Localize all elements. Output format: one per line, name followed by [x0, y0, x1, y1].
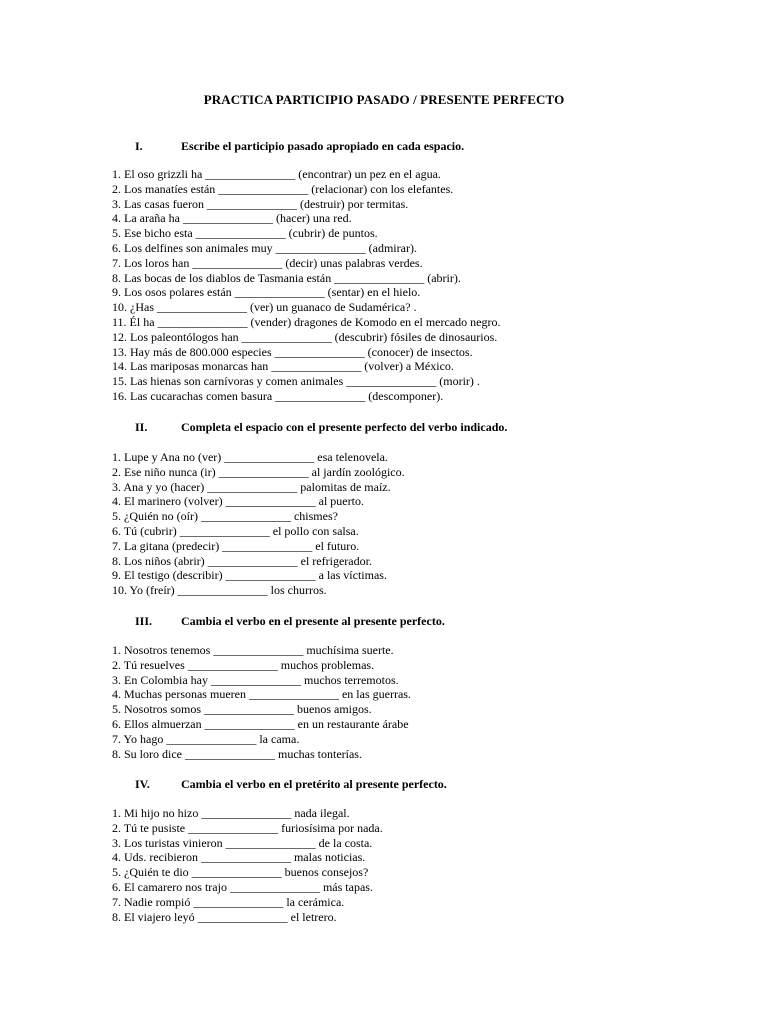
section-number: I.	[135, 139, 143, 153]
exercise-item: 2. Tú resuelves _______________ muchos problemas.	[112, 657, 375, 672]
exercise-item: 8. Las bocas de los diablos de Tasmania están _______________ (abrir).	[112, 270, 461, 285]
exercise-item: 7. Los loros han _______________ (decir) unas palabras verdes.	[112, 255, 423, 270]
exercise-item: 14. Las mariposas monarcas han _______________ (volver) a México.	[112, 359, 454, 374]
exercise-item: 1. Mi hijo no hizo _______________ nada ilegal.	[112, 806, 350, 820]
exercise-item: 7. Nadie rompió _______________ la cerámica.	[112, 894, 345, 909]
section-2-list	[112, 450, 405, 598]
exercise-item: 13. Hay más de 800.000 especies _______________ (conocer) de insectos.	[112, 344, 473, 359]
exercise-item: 16. Las cucarachas comen basura _______________ (descomponer).	[112, 388, 444, 403]
exercise-item: 7. Yo hago _______________ la cama.	[112, 731, 300, 746]
section-number: II.	[135, 420, 148, 434]
exercise-item: 5. ¿Quién no (oír) _______________ chismes?	[112, 509, 338, 524]
exercise-item: 12. Los paleontólogos han _______________ (descubrir) fósiles de dinosaurios.	[112, 329, 498, 344]
exercise-item: 8. El viajero leyó _______________ el letrero.	[112, 909, 337, 924]
exercise-item: 4. Uds. recibieron _______________ malas noticias.	[112, 850, 366, 865]
section-3-heading	[135, 614, 445, 629]
page-title: PRACTICA PARTICIPIO PASADO / PRESENTE PERFECTO	[203, 92, 565, 107]
section-number: IV.	[135, 777, 150, 791]
exercise-item: 2. Tú te pusiste _______________ furiosísima por nada.	[112, 820, 383, 835]
exercise-item: 10. ¿Has _______________ (ver) un guanaco de Sudamérica? .	[112, 300, 417, 315]
exercise-item: 1. El oso grizzli ha _______________ (encontrar) un pez en el agua.	[112, 167, 441, 181]
section-instruction: Cambia el verbo en el presente al presente perfecto.	[181, 614, 445, 628]
exercise-item: 4. Muchas personas mueren _______________ en las guerras.	[112, 687, 411, 702]
exercise-item: 6. Tú (cubrir) _______________ el pollo con salsa.	[112, 523, 359, 538]
exercise-item: 1. Nosotros tenemos _______________ muchísima suerte.	[112, 643, 394, 657]
section-4-list	[112, 806, 383, 924]
exercise-item: 2. Los manatíes están _______________ (relacionar) con los elefantes.	[112, 181, 454, 196]
exercise-item: 5. Ese bicho esta _______________ (cubrir) de puntos.	[112, 226, 378, 241]
section-4-heading	[135, 777, 447, 792]
section-1-heading	[135, 139, 464, 154]
exercise-item: 3. En Colombia hay _______________ muchos terremotos.	[112, 672, 399, 687]
exercise-item: 8. Los niños (abrir) _______________ el refrigerador.	[112, 553, 372, 568]
exercise-item: 4. La araña ha _______________ (hacer) una red.	[112, 211, 352, 226]
exercise-item: 10. Yo (freír) _______________ los churros.	[112, 583, 327, 598]
exercise-item: 8. Su loro dice _______________ muchas tonterías.	[112, 746, 362, 761]
section-3-list	[112, 643, 411, 761]
exercise-item: 9. Los osos polares están _______________ (sentar) en el hielo.	[112, 285, 421, 300]
section-instruction: Cambia el verbo en el pretérito al presente perfecto.	[181, 777, 447, 791]
exercise-item: 5. Nosotros somos _______________ buenos amigos.	[112, 702, 372, 717]
exercise-item: 6. El camarero nos trajo _______________ más tapas.	[112, 879, 373, 894]
exercise-item: 9. El testigo (describir) _______________ a las víctimas.	[112, 568, 387, 583]
exercise-item: 15. Las hienas son carnívoras y comen animales _______________ (morir) .	[112, 374, 480, 389]
exercise-item: 3. Ana y yo (hacer) _______________ palomitas de maíz.	[112, 479, 391, 494]
section-number: III.	[135, 614, 153, 628]
exercise-item: 11. Él ha _______________ (vender) dragones de Komodo en el mercado negro.	[112, 314, 501, 329]
section-instruction: Escribe el participio pasado apropiado en cada espacio.	[181, 139, 465, 153]
exercise-item: 3. Las casas fueron _______________ (destruir) por termitas.	[112, 196, 409, 211]
exercise-item: 5. ¿Quién te dio _______________ buenos consejos?	[112, 865, 369, 880]
exercise-item: 7. La gitana (predecir) _______________ el futuro.	[112, 538, 360, 553]
exercise-item: 6. Ellos almuerzan _______________ en un restaurante árabe	[112, 716, 409, 731]
exercise-item: 6. Los delfines son animales muy _______________ (admirar).	[112, 240, 417, 255]
exercise-item: 1. Lupe y Ana no (ver) _______________ esa telenovela.	[112, 450, 388, 464]
exercise-item: 3. Los turistas vinieron _______________ de la costa.	[112, 835, 373, 850]
section-1-list	[112, 167, 500, 404]
exercise-item: 2. Ese niño nunca (ir) _______________ al jardín zoológico.	[112, 464, 405, 479]
exercise-item: 4. El marinero (volver) _______________ al puerto.	[112, 494, 364, 509]
section-instruction: Completa el espacio con el presente perfecto del verbo indicado.	[181, 420, 508, 434]
section-2-heading	[135, 420, 507, 435]
